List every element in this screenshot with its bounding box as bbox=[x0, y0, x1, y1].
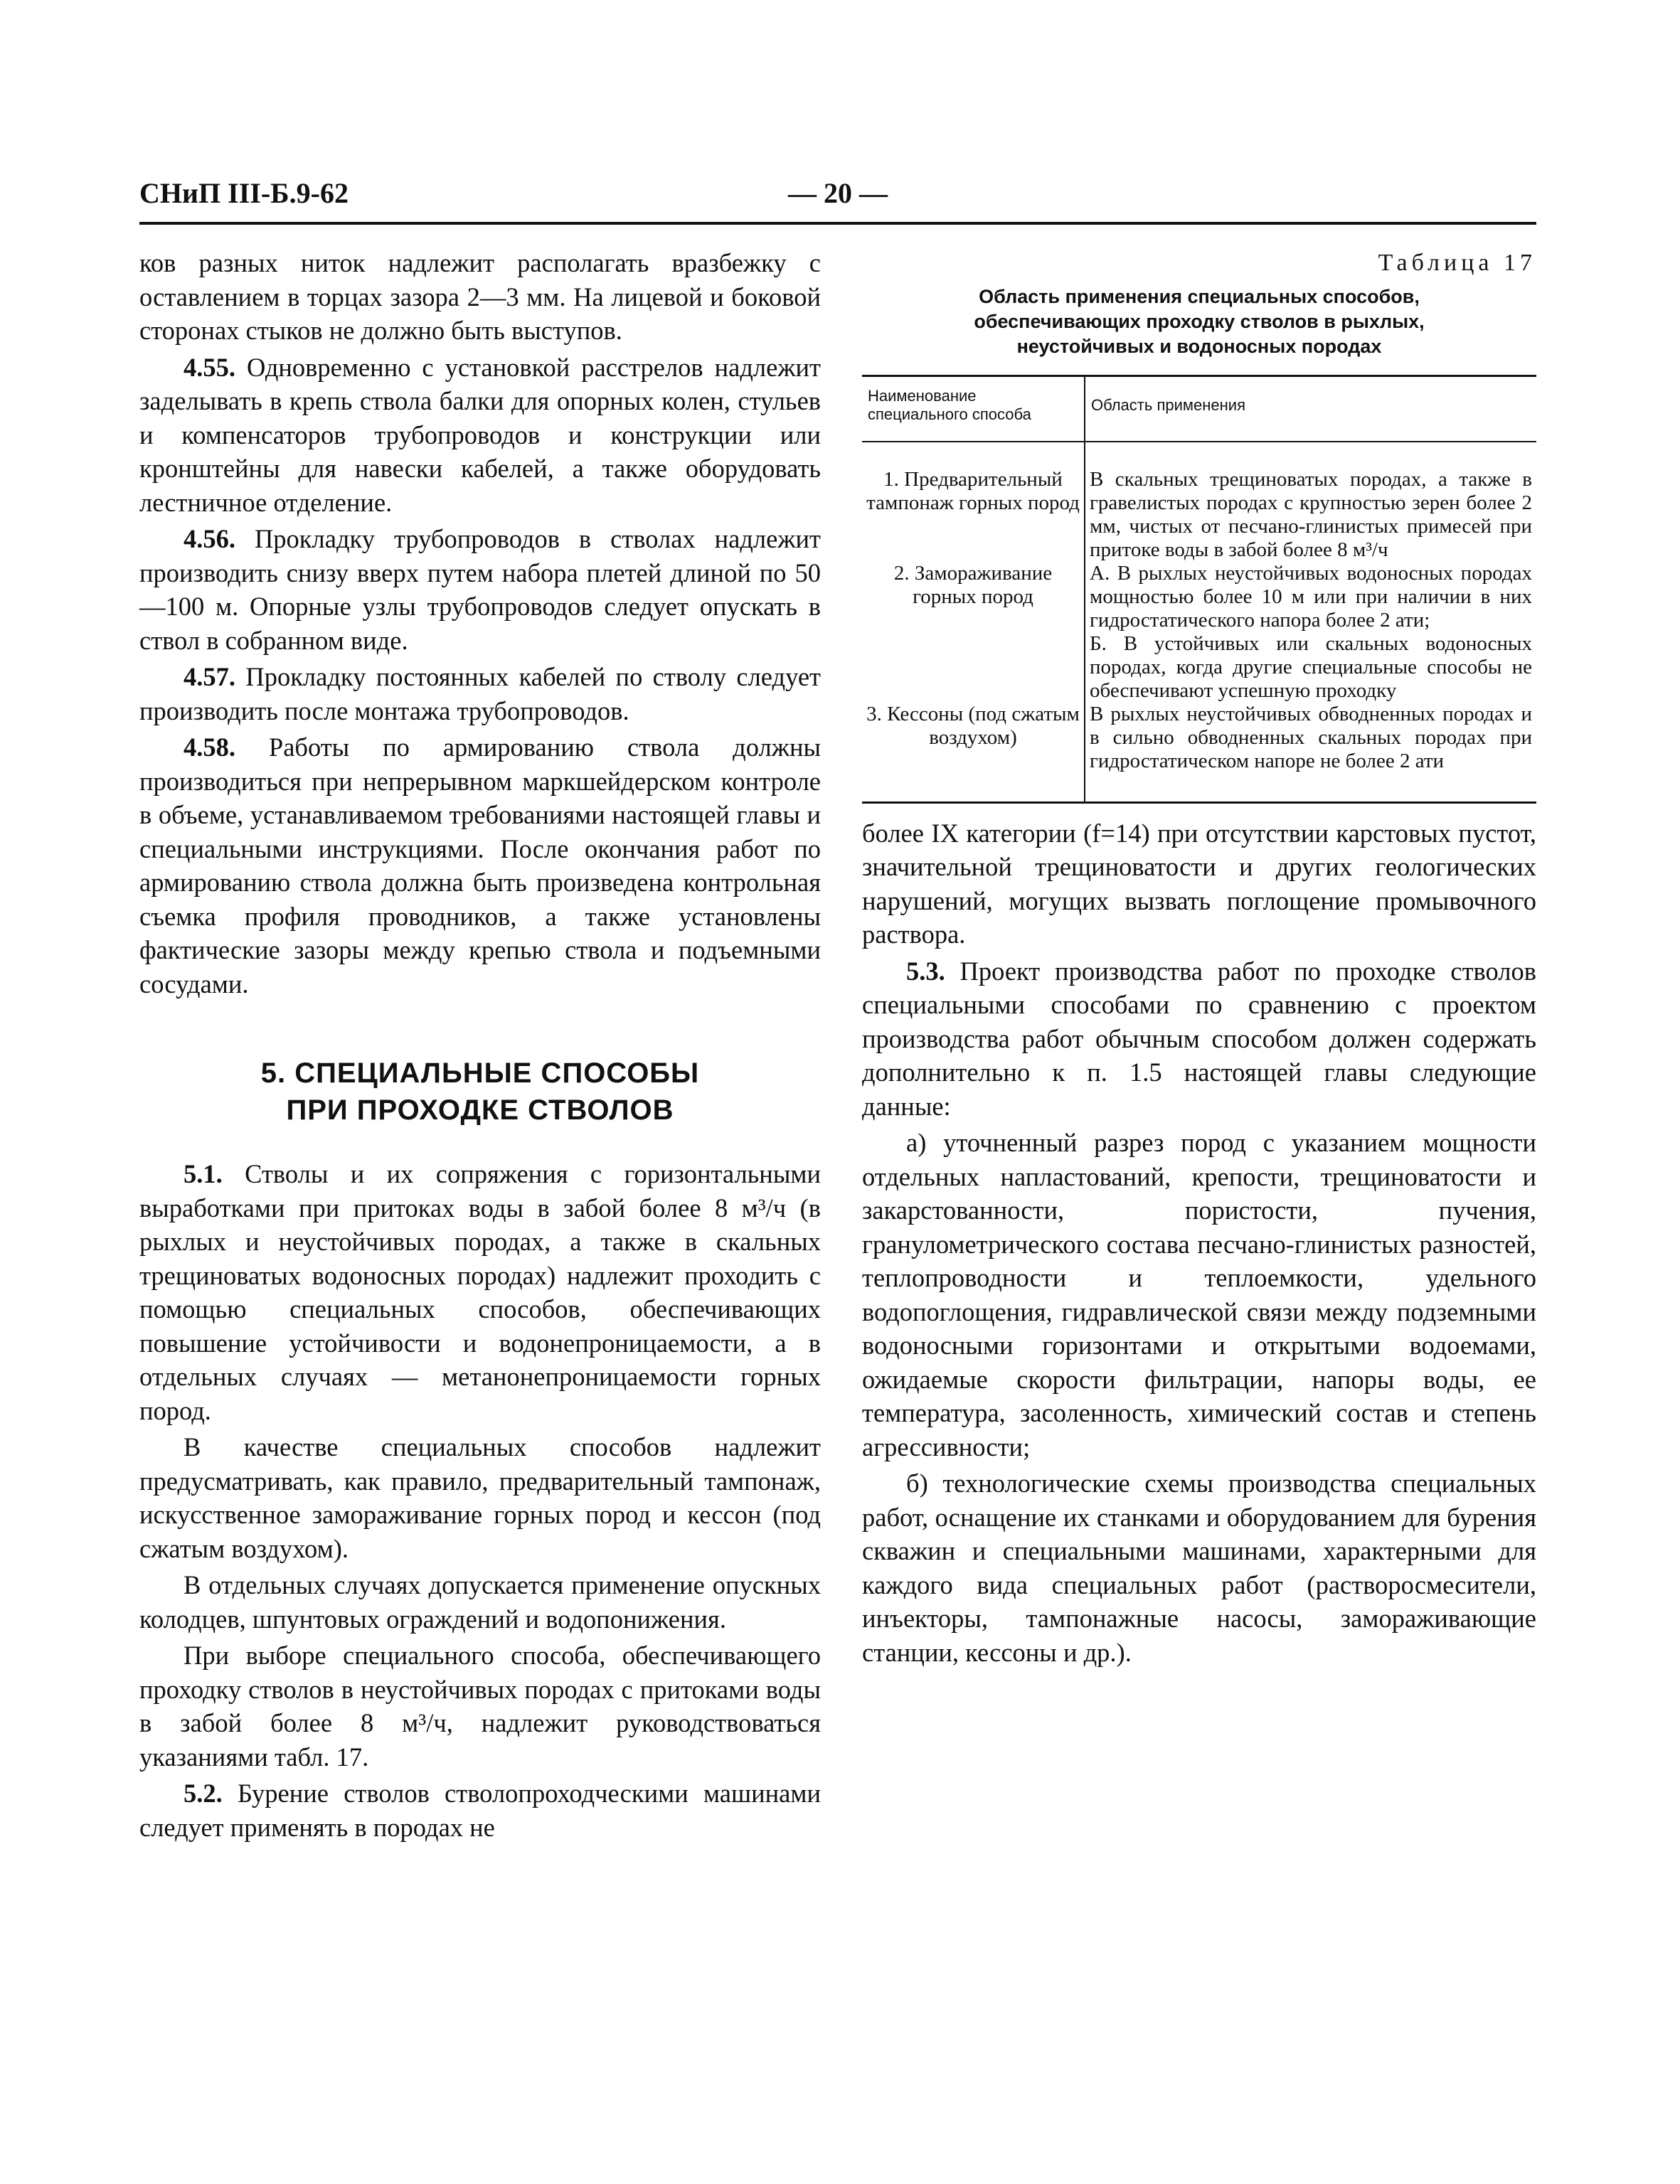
paragraph-5-2 bbox=[139, 1777, 821, 1844]
clause-number: 4.57. bbox=[184, 662, 235, 691]
table-title bbox=[862, 284, 1536, 359]
table-title-line: обеспечивающих проходку стволов в рыхлых, bbox=[974, 310, 1425, 332]
table-row bbox=[862, 562, 1536, 703]
clause-number: 5.2. bbox=[184, 1779, 223, 1808]
clause-number: 5.3. bbox=[906, 956, 945, 986]
column-header-area: Область применения bbox=[1085, 375, 1536, 442]
table-number: Таблица 17 bbox=[1378, 250, 1536, 276]
special-methods-table bbox=[862, 375, 1536, 804]
clause-text: Одновременно с установкой расстрелов надлежит заделывать в крепь ствола балки для опорных колен, стульев и компенсаторов трубопроводов и конструкции или кронштейны для навески кабелей, а также оборудовать лестничное отделение. bbox=[139, 352, 822, 517]
section-heading-line: ПРИ ПРОХОДКЕ СТВОЛОВ bbox=[286, 1094, 674, 1126]
page-number: — 20 — bbox=[788, 177, 888, 209]
method-area-item: Б. В устойчивых или скальных водоносных породах, когда другие специальные способы не обеспечивают успешную проходку bbox=[1090, 632, 1532, 702]
table-title-line: Область применения специальных способов, bbox=[979, 285, 1420, 307]
method-area: В скальных трещиноватых породах, а также в гравелистых породах с крупностью зерен более 2 мм, чистых от песчано-глинистых примесей при притоке воды в забой более 8 м³/ч bbox=[1090, 467, 1532, 561]
method-area-item: А. В рыхлых неустойчивых водоносных породах мощностью более 10 м или при наличии в них гидростатического напора более 2 ати; bbox=[1090, 561, 1532, 632]
clause-number: 5.1. bbox=[184, 1159, 223, 1188]
clause-number: 4.56. bbox=[184, 524, 235, 553]
section-heading bbox=[139, 1055, 821, 1129]
clause-text: Прокладку трубопроводов в стволах надлежит производить снизу вверх путем набора плетей длиной по 50—100 м. Опорные узлы трубопроводов следует опускать в ствол в собранном виде. bbox=[139, 524, 822, 655]
table-row bbox=[862, 703, 1536, 803]
left-column bbox=[139, 246, 821, 1847]
method-name: 3. Кессоны (под сжатым воздухом) bbox=[862, 703, 1085, 803]
clause-text: Бурение стволов стволопроходческими машинами следует применять в породах не bbox=[139, 1779, 822, 1842]
clause-number: 4.55. bbox=[184, 352, 235, 382]
paragraph-4-58 bbox=[139, 730, 821, 1001]
paragraph-5-3 bbox=[862, 954, 1536, 1124]
table-title-line: неустойчивых и водоносных породах bbox=[1016, 335, 1382, 357]
paragraph-5-1 bbox=[139, 1157, 821, 1427]
clause-text: Работы по армированию ствола должны производиться при непрерывном маркшейдерском контроле в объеме, устанавливаемом требованиями настоящей главы и специальными инструкциями. После окончания работ по армированию ствола должна быть произведена контрольная съемка профиля проводников, а также установлены фактические зазоры между крепью ствола и подъемными сосудами. bbox=[139, 733, 822, 998]
paragraph-4-56 bbox=[139, 522, 821, 657]
method-area: В рыхлых неустойчивых обводненных породах и в сильно обводненных скальных породах при гидростатическом напоре не более 2 ати bbox=[1090, 702, 1532, 772]
right-column bbox=[862, 246, 1536, 1672]
paragraph: более IX категории (f=14) при отсутствии карстовых пустот, значительной трещиноватости и других геологических нарушений, могущих вызвать поглощение промывочного раствора. bbox=[862, 818, 1536, 949]
method-area bbox=[1085, 562, 1536, 703]
header-rule bbox=[139, 222, 1536, 225]
clause-text: Проект производства работ по проходке стволов специальными способами по сравнению с проектом производства работ обычным способом должен содержать дополнительно к п. 1.5 настоящей главы следующие данные: bbox=[862, 956, 1536, 1121]
table-header-row bbox=[862, 375, 1536, 442]
clause-text: Стволы и их сопряжения с горизонтальными выработками при притоках воды в забой более 8 м³/ч (в рыхлых и неустойчивых породах, а также в скальных трещиноватых водоносных породах) надлежит проходить с помощью специальных способов, обеспечивающих повышение устойчивости и водонепроницаемости, а в отдельных случаях — метанонепроницаемости горных пород. bbox=[139, 1159, 821, 1425]
document-code: СНиП III-Б.9-62 bbox=[139, 177, 349, 209]
list-item-a: а) уточненный разрез пород с указанием мощности отдельных напластований, крепости, трещиноватости и закарстованности, пористости, пучения, гранулометрического состава песчано-глинистых разностей, теплопроводности и теплоемкости, удельного водопоглощения, гидравлической связи между подземными водоносными горизонтами и открытыми водоемами, ожидаемые скорости фильтрации, напоры воды, ее температура, засоленность, химический состав и степень агрессивности; bbox=[862, 1128, 1536, 1461]
method-name: 2. Замораживание горных пород bbox=[862, 562, 1085, 703]
paragraph: В отдельных случаях допускается применение опускных колодцев, шпунтовых ограждений и водопонижения. bbox=[139, 1570, 821, 1634]
section-heading-line: 5. СПЕЦИАЛЬНЫЕ СПОСОБЫ bbox=[260, 1058, 700, 1089]
paragraph: При выборе специального способа, обеспечивающего проходку стволов в неустойчивых породах с притоками воды в забой более 8 м³/ч, надлежит руководствоваться указаниями табл. 17. bbox=[139, 1641, 821, 1772]
paragraph-4-57 bbox=[139, 660, 821, 728]
paragraph-4-55 bbox=[139, 351, 821, 520]
clause-number: 4.58. bbox=[184, 733, 235, 762]
page-header bbox=[139, 164, 1536, 228]
list-item-b: б) технологические схемы производства специальных работ, оснащение их станками и оборудованием для бурения скважин и специальными машинами, характерными для каждого вида специальных работ (растворосмесители, инъекторы, тампонажные насосы, замораживающие станции, кессоны и др.). bbox=[862, 1469, 1536, 1667]
paragraph: ков разных ниток надлежит располагать вразбежку с оставлением в торцах зазора 2—3 мм. На лицевой и боковой сторонах стыков не должно быть выступов. bbox=[139, 248, 821, 345]
method-name: 1. Предварительный тампонаж горных пород bbox=[862, 442, 1085, 562]
table-row bbox=[862, 442, 1536, 562]
clause-text: Прокладку постоянных кабелей по стволу следует производить после монтажа трубопроводов. bbox=[139, 662, 821, 725]
paragraph: В качестве специальных способов надлежит предусматривать, как правило, предварительный тампонаж, искусственное замораживание горных пород и кессон (под сжатым воздухом). bbox=[139, 1432, 821, 1563]
column-header-method: Наименование специального способа bbox=[862, 375, 1085, 442]
